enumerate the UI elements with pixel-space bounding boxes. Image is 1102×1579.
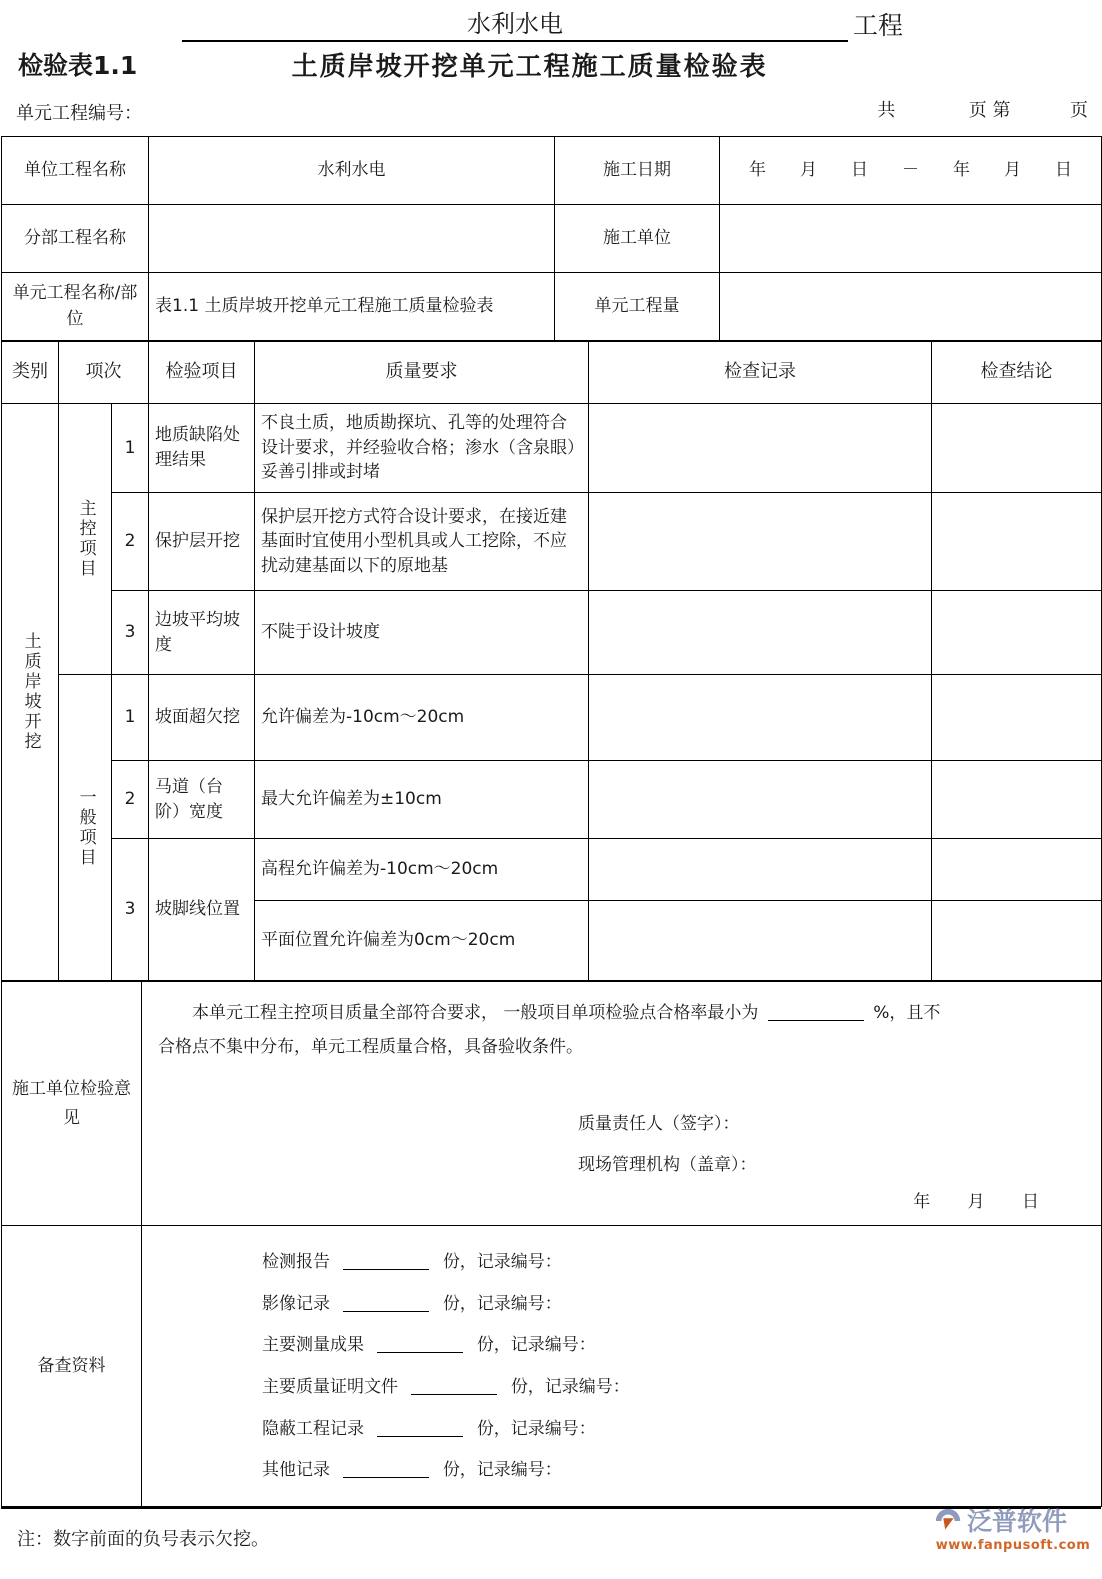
project-name-value: 水利水电 — [182, 11, 848, 42]
division-project-value[interactable] — [149, 205, 555, 273]
inspect-item: 地质缺陷处理结果 — [149, 404, 255, 493]
group-name-main: 主控项目 — [75, 499, 96, 579]
group-name-general: 一般项目 — [75, 787, 96, 868]
record-count-blank[interactable] — [411, 1394, 497, 1395]
check-record-input[interactable] — [589, 404, 932, 493]
col-header-check-record: 检查记录 — [589, 342, 932, 404]
unit-project-value[interactable]: 水利水电 — [149, 137, 555, 205]
unit-name-part-label: 单元工程名称/部位 — [2, 273, 149, 341]
check-record-input[interactable] — [589, 761, 932, 839]
unit-quantity-label: 单元工程量 — [555, 273, 720, 341]
table-row — [2, 839, 1102, 901]
list-item — [262, 1367, 1085, 1409]
table-row — [2, 675, 1102, 761]
list-item — [262, 1284, 1085, 1326]
opinion-row — [2, 982, 1102, 1226]
quality-requirement-a: 高程允许偏差为-10cm～20cm — [255, 839, 589, 901]
document-header — [0, 0, 1102, 88]
opinion-records-table — [1, 981, 1102, 1507]
check-conclusion-input[interactable] — [932, 493, 1102, 591]
category-cell — [2, 404, 59, 981]
category-label: 土质岸坡开挖 — [20, 632, 41, 752]
table-row — [2, 493, 1102, 591]
quality-requirement: 不良土质，地质勘探坑、孔等的处理符合设计要求，并经验收合格；渗水（含泉眼）妥善引排或封堵 — [255, 404, 589, 493]
opinion-paragraph-2: 合格点不集中分布，单元工程质量合格，具备验收条件。 — [158, 1037, 583, 1057]
construction-unit-label: 施工单位 — [555, 205, 720, 273]
opinion-date[interactable] — [899, 1185, 1055, 1219]
quality-requirement: 保护层开挖方式符合设计要求，在接近建基面时宜使用小型机具或人工挖除，不应扰动建基面以下的原地基 — [255, 493, 589, 591]
inspection-table — [1, 341, 1102, 981]
table-row — [2, 761, 1102, 839]
page-unit-1: 页 — [968, 100, 987, 121]
check-conclusion-input[interactable] — [932, 901, 1102, 981]
records-content — [142, 1226, 1102, 1507]
unit-quantity-value[interactable] — [720, 273, 1102, 341]
division-project-label: 分部工程名称 — [2, 205, 149, 273]
check-conclusion-input[interactable] — [932, 839, 1102, 901]
table-header-row — [2, 342, 1102, 404]
project-name-suffix: 工程 — [853, 11, 904, 41]
opinion-label: 施工单位检验意见 — [2, 982, 142, 1226]
check-conclusion-input[interactable] — [932, 404, 1102, 493]
record-unit: 份，记录编号： — [442, 1460, 562, 1481]
project-info-table — [1, 136, 1102, 341]
list-item — [262, 1242, 1085, 1284]
record-unit: 份，记录编号： — [442, 1293, 562, 1314]
check-record-input[interactable] — [589, 901, 932, 981]
quality-requirement: 允许偏差为-10cm～20cm — [255, 675, 589, 761]
item-no: 2 — [112, 761, 149, 839]
record-name: 检测报告 — [262, 1252, 330, 1272]
footer-note-row — [1, 1507, 1101, 1563]
fanpu-logo-icon — [933, 1506, 963, 1536]
date-day-end: 日 — [1055, 160, 1072, 181]
footer-note: 注：数字前面的负号表示欠挖。 — [17, 1529, 269, 1550]
table-row — [2, 137, 1102, 205]
table-row — [2, 205, 1102, 273]
unit-number-label: 单元工程编号： — [16, 103, 142, 124]
inspect-item: 边坡平均坡度 — [149, 591, 255, 675]
page-total-label: 共 — [877, 100, 896, 121]
item-no: 2 — [112, 493, 149, 591]
unit-name-part-value[interactable]: 表1.1 土质岸坡开挖单元工程施工质量检验表 — [149, 273, 555, 341]
record-unit: 份，记录编号： — [510, 1376, 630, 1397]
item-no: 3 — [112, 839, 149, 981]
check-conclusion-input[interactable] — [932, 591, 1102, 675]
date-range-dash: － — [902, 160, 919, 181]
item-no: 1 — [112, 675, 149, 761]
inspect-item: 坡面超欠挖 — [149, 675, 255, 761]
inspect-item: 马道（台阶）宽度 — [149, 761, 255, 839]
date-day-start: 日 — [851, 160, 868, 181]
page-indicator — [877, 96, 1088, 122]
record-count-blank[interactable] — [377, 1352, 463, 1353]
unit-project-label: 单位工程名称 — [2, 137, 149, 205]
record-count-blank[interactable] — [377, 1436, 463, 1437]
list-item — [262, 1450, 1085, 1492]
record-count-blank[interactable] — [343, 1477, 429, 1478]
list-item — [262, 1409, 1085, 1451]
project-name-line — [0, 0, 1102, 42]
check-record-input[interactable] — [589, 591, 932, 675]
col-header-quality-requirement: 质量要求 — [255, 342, 589, 404]
group-label-general — [59, 675, 112, 981]
check-conclusion-input[interactable] — [932, 761, 1102, 839]
records-list — [142, 1226, 1101, 1506]
inspect-item: 坡脚线位置 — [149, 839, 255, 981]
record-unit: 份，记录编号： — [442, 1252, 562, 1272]
item-no: 1 — [112, 404, 149, 493]
record-name: 影像记录 — [262, 1293, 330, 1314]
opinion-text-2: %，且不 — [873, 1003, 941, 1023]
record-count-blank[interactable] — [343, 1269, 429, 1270]
date-year-start: 年 — [749, 160, 766, 181]
date-year-end: 年 — [953, 160, 970, 181]
check-record-input[interactable] — [589, 839, 932, 901]
opinion-paragraph — [158, 996, 1085, 1030]
record-name: 其他记录 — [262, 1460, 330, 1481]
quality-requirement-b: 平面位置允许偏差为0cm～20cm — [255, 901, 589, 981]
quality-requirement: 不陡于设计坡度 — [255, 591, 589, 675]
brand-logo — [933, 1503, 1093, 1561]
signature-block — [158, 1104, 1085, 1186]
quality-requirement: 最大允许偏差为±10cm — [255, 761, 589, 839]
records-label: 备查资料 — [2, 1226, 142, 1507]
check-record-input[interactable] — [589, 675, 932, 761]
brand-url: www.fanpusoft.com — [935, 1538, 1091, 1553]
table-row — [2, 273, 1102, 341]
col-header-category: 类别 — [2, 342, 59, 404]
item-no: 3 — [112, 591, 149, 675]
opinion-date-year: 年 — [913, 1192, 933, 1212]
subheader-row — [0, 88, 1102, 136]
opinion-content — [142, 982, 1102, 1226]
date-month-start: 月 — [800, 160, 817, 181]
record-unit: 份，记录编号： — [476, 1335, 596, 1356]
record-unit: 份，记录编号： — [476, 1418, 596, 1439]
check-record-input[interactable] — [589, 493, 932, 591]
responsible-person-label[interactable]: 质量责任人（签字）： — [578, 1114, 740, 1134]
record-count-blank[interactable] — [343, 1311, 429, 1312]
col-header-item-no: 项次 — [59, 342, 149, 404]
construction-unit-value[interactable] — [720, 205, 1102, 273]
record-name: 主要测量成果 — [262, 1335, 364, 1356]
brand-name: 泛普软件 — [967, 1506, 1068, 1536]
page-current-label: 第 — [992, 100, 1011, 121]
opinion-date-day: 日 — [1022, 1192, 1041, 1212]
table-row — [2, 591, 1102, 675]
opinion-date-month: 月 — [967, 1192, 987, 1212]
records-row — [2, 1226, 1102, 1507]
inspect-item: 保护层开挖 — [149, 493, 255, 591]
record-name: 隐蔽工程记录 — [262, 1418, 364, 1439]
col-header-check-conclusion: 检查结论 — [932, 342, 1102, 404]
form-number: 检验表1.1 — [18, 51, 138, 80]
opinion-text-1: 本单元工程主控项目质量全部符合要求， 一般项目单项检验点合格率最小为 — [192, 1003, 759, 1023]
col-header-inspect-item: 检验项目 — [149, 342, 255, 404]
page-title: 土质岸坡开挖单元工程施工质量检验表 — [291, 51, 768, 82]
table-row — [2, 404, 1102, 493]
construction-date-value[interactable] — [720, 137, 1102, 205]
pass-rate-blank[interactable] — [768, 1020, 864, 1021]
site-organization-label[interactable]: 现场管理机构（盖章）： — [578, 1154, 757, 1175]
group-label-main — [59, 404, 112, 675]
date-month-end: 月 — [1004, 160, 1021, 181]
construction-date-label: 施工日期 — [555, 137, 720, 205]
page-unit-2: 页 — [1070, 100, 1088, 121]
record-name: 主要质量证明文件 — [262, 1376, 398, 1397]
list-item — [262, 1325, 1085, 1367]
title-row — [0, 40, 1102, 88]
check-conclusion-input[interactable] — [932, 675, 1102, 761]
